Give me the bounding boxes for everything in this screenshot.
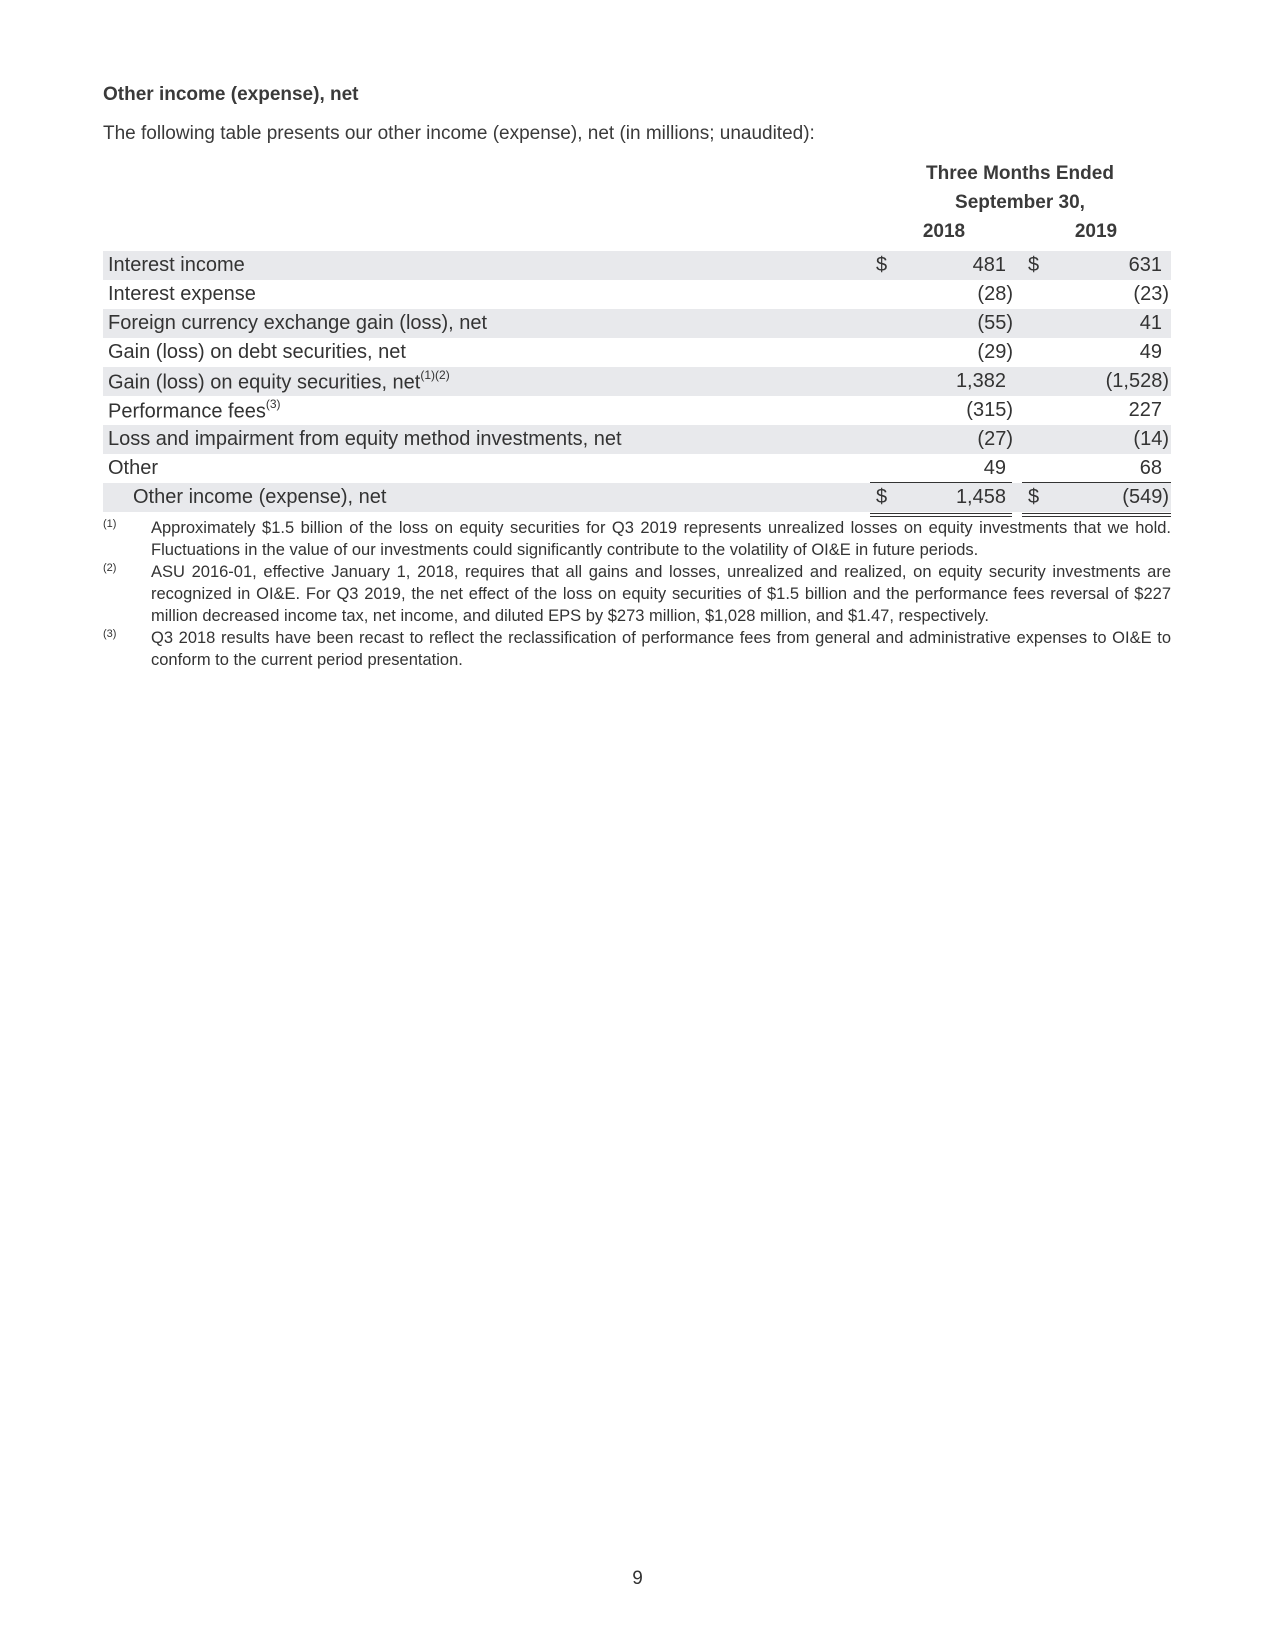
row-label: Performance fees$^{(3)}$ bbox=[108, 397, 281, 423]
table-row bbox=[103, 338, 1171, 367]
total-double-rule bbox=[870, 513, 1012, 514]
year-2018-header: 2018 bbox=[922, 221, 966, 242]
total-2019: (549) bbox=[1122, 486, 1169, 508]
period-header-line1: Three Months Ended bbox=[926, 163, 1114, 184]
footnote bbox=[103, 517, 1171, 561]
footnote-ref: (1)(2) bbox=[420, 368, 450, 382]
footnote bbox=[103, 561, 1171, 627]
table-row bbox=[103, 251, 1171, 280]
footnotes bbox=[103, 517, 1171, 671]
total-double-rule bbox=[1022, 513, 1171, 514]
footnote-text: Approximately $1.5 billion of the loss on equity securities for Q3 2019 represents unrealized losses on equity investments that we hold. Fluctuations in the value of our investments could significantly contribute to the volatility of OI&E in future periods. bbox=[151, 519, 1171, 559]
row-label: Gain (loss) on equity securities, net$^{(1)(2)}$ bbox=[108, 368, 450, 394]
value-2019: 631 bbox=[1128, 254, 1162, 276]
value-2019: 68 bbox=[1139, 457, 1162, 479]
footnote-text: ASU 2016-01, effective January 1, 2018, requires that all gains and losses, unrealized and realized, on equity security investments are recognized in OI&E. For Q3 2019, the net effect of the loss on equity securities of $1.5 billion and the performance fees reversal of $227 million decreased income tax, net income, and diluted EPS by $273 million, $1,028 million, and $1.47, respectively. bbox=[151, 563, 1171, 625]
total-2018: 1,458 bbox=[955, 486, 1006, 508]
footnote bbox=[103, 627, 1171, 671]
row-label: Other bbox=[108, 457, 159, 479]
value-2018: 49 bbox=[983, 457, 1006, 479]
row-label: Interest income bbox=[108, 254, 245, 276]
value-2018: (315) bbox=[966, 399, 1013, 421]
row-label: Interest expense bbox=[108, 283, 256, 305]
footnote-mark: (3) bbox=[103, 628, 117, 640]
section-heading: Other income (expense), net bbox=[103, 84, 359, 105]
value-2018: 1,382 bbox=[955, 370, 1006, 392]
value-2019: 41 bbox=[1139, 312, 1162, 334]
row-label: Gain (loss) on debt securities, net bbox=[108, 341, 406, 363]
value-2019: (23) bbox=[1133, 283, 1169, 305]
footnote-mark: (1) bbox=[103, 518, 117, 530]
table-row bbox=[103, 396, 1171, 425]
value-2018: 481 bbox=[972, 254, 1006, 276]
value-2018: (28) bbox=[977, 283, 1013, 305]
footnote-text: Q3 2018 results have been recast to reflect the reclassification of performance fees from general and administrative expenses to OI&E to conform to the current period presentation. bbox=[151, 629, 1171, 669]
footnote-ref: (3) bbox=[265, 397, 281, 411]
currency-symbol: $ bbox=[876, 254, 888, 276]
page-number: 9 bbox=[632, 1568, 643, 1589]
currency-symbol: $ bbox=[1028, 486, 1040, 508]
value-2018: (55) bbox=[977, 312, 1013, 334]
currency-symbol: $ bbox=[876, 486, 888, 508]
period-header-line2: September 30, bbox=[955, 192, 1085, 213]
section-intro: The following table presents our other income (expense), net (in millions; unaudited): bbox=[103, 123, 815, 144]
total-label: Other income (expense), net bbox=[133, 486, 387, 508]
value-2019: 227 bbox=[1128, 399, 1162, 421]
total-row bbox=[103, 483, 1171, 512]
table-row bbox=[103, 309, 1171, 338]
value-2018: (29) bbox=[977, 341, 1013, 363]
table-row bbox=[103, 367, 1171, 396]
value-2019: (14) bbox=[1133, 428, 1169, 450]
value-2018: (27) bbox=[977, 428, 1013, 450]
year-2019-header: 2019 bbox=[1074, 221, 1118, 242]
row-label: Loss and impairment from equity method investments, net bbox=[108, 428, 622, 450]
value-2019: 49 bbox=[1139, 341, 1162, 363]
table-row bbox=[103, 454, 1171, 483]
row-label: Foreign currency exchange gain (loss), net bbox=[108, 312, 488, 334]
currency-symbol: $ bbox=[1028, 254, 1040, 276]
table-row bbox=[103, 425, 1171, 454]
table-row bbox=[103, 280, 1171, 309]
value-2019: (1,528) bbox=[1105, 370, 1169, 392]
footnote-mark: (2) bbox=[103, 562, 117, 574]
